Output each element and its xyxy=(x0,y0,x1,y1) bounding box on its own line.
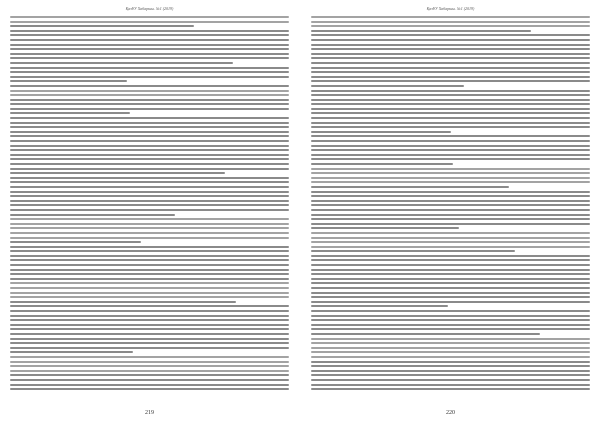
text-line xyxy=(311,117,590,119)
text-line xyxy=(311,135,590,137)
text-line xyxy=(10,379,289,381)
text-line xyxy=(311,237,590,239)
text-line xyxy=(311,333,540,335)
left-running-head: ҚазҰУ Хабаршы. №1 (2019) xyxy=(125,6,174,11)
text-line xyxy=(10,209,289,211)
text-line xyxy=(311,112,590,114)
text-line xyxy=(311,287,590,289)
text-line xyxy=(311,356,590,358)
text-line xyxy=(311,140,590,142)
text-line xyxy=(10,214,175,216)
text-line xyxy=(10,135,289,137)
text-line xyxy=(311,39,590,41)
text-line xyxy=(10,34,289,36)
text-line xyxy=(311,328,590,330)
text-line xyxy=(10,246,289,248)
right-body-text xyxy=(311,16,590,396)
text-line xyxy=(311,108,590,110)
text-line xyxy=(10,158,289,160)
text-line xyxy=(10,21,289,23)
text-line xyxy=(311,103,590,105)
text-line xyxy=(10,57,289,59)
text-line xyxy=(10,90,289,92)
text-line xyxy=(311,259,590,261)
text-line xyxy=(10,310,289,312)
text-line xyxy=(10,48,289,50)
text-line xyxy=(311,365,590,367)
right-running-head: ҚазҰУ Хабаршы. №1 (2019) xyxy=(426,6,475,11)
text-line xyxy=(311,379,590,381)
text-line xyxy=(311,315,590,317)
text-line xyxy=(10,365,289,367)
text-line xyxy=(10,30,289,32)
text-line xyxy=(10,168,289,170)
right-page xyxy=(311,6,590,418)
text-line xyxy=(311,214,590,216)
text-line xyxy=(311,361,590,363)
text-line xyxy=(10,62,233,64)
text-line xyxy=(10,108,289,110)
text-line xyxy=(10,338,289,340)
text-line xyxy=(311,94,590,96)
text-line xyxy=(10,333,289,335)
text-line xyxy=(10,39,289,41)
text-line xyxy=(311,250,515,252)
text-line xyxy=(311,90,590,92)
text-line xyxy=(311,324,590,326)
text-line xyxy=(311,57,590,59)
text-line xyxy=(10,259,289,261)
text-line xyxy=(10,227,289,229)
left-page-number: 219 xyxy=(145,410,154,416)
text-line xyxy=(10,315,289,317)
text-line xyxy=(311,200,590,202)
text-line xyxy=(10,255,289,257)
text-line xyxy=(311,347,590,349)
text-line xyxy=(10,388,289,390)
text-line xyxy=(10,223,289,225)
text-line xyxy=(311,85,464,87)
text-line xyxy=(10,296,289,298)
text-line xyxy=(10,122,289,124)
text-line xyxy=(311,310,590,312)
text-line xyxy=(311,269,590,271)
text-line xyxy=(10,204,289,206)
text-line xyxy=(10,250,289,252)
text-line xyxy=(311,223,590,225)
text-line xyxy=(10,319,289,321)
text-line xyxy=(10,200,289,202)
text-line xyxy=(10,140,289,142)
text-line xyxy=(10,361,289,363)
text-line xyxy=(10,149,289,151)
text-line xyxy=(10,117,289,119)
text-line xyxy=(311,218,590,220)
text-line xyxy=(311,177,590,179)
text-line xyxy=(311,282,590,284)
text-line xyxy=(10,145,289,147)
text-line xyxy=(311,292,590,294)
text-line xyxy=(10,94,289,96)
text-line xyxy=(10,99,289,101)
text-line xyxy=(311,278,590,280)
text-line xyxy=(311,44,590,46)
text-line xyxy=(10,186,289,188)
text-line xyxy=(311,145,590,147)
text-line xyxy=(311,255,590,257)
text-line xyxy=(10,264,289,266)
text-line xyxy=(311,62,590,64)
text-line xyxy=(311,246,590,248)
left-body-text xyxy=(10,16,289,396)
text-line xyxy=(10,347,289,349)
text-line xyxy=(311,264,590,266)
text-line xyxy=(10,154,289,156)
text-line xyxy=(311,80,590,82)
text-line xyxy=(311,370,590,372)
text-line xyxy=(10,287,289,289)
text-line xyxy=(10,25,194,27)
text-line xyxy=(10,71,289,73)
text-line xyxy=(10,103,289,105)
text-line xyxy=(10,273,289,275)
text-line xyxy=(10,356,289,358)
text-line xyxy=(10,374,289,376)
text-line xyxy=(10,53,289,55)
text-line xyxy=(10,131,289,133)
text-line xyxy=(10,324,289,326)
text-line xyxy=(311,301,590,303)
text-line xyxy=(311,131,451,133)
text-line xyxy=(311,204,590,206)
text-line xyxy=(311,273,590,275)
text-line xyxy=(311,232,590,234)
left-page xyxy=(10,6,289,418)
text-line xyxy=(10,85,289,87)
text-line xyxy=(311,186,509,188)
text-line xyxy=(10,278,289,280)
text-line xyxy=(311,21,590,23)
text-line xyxy=(10,112,130,114)
text-line xyxy=(311,388,590,390)
text-line xyxy=(311,76,590,78)
text-line xyxy=(311,168,590,170)
text-line xyxy=(311,338,590,340)
text-line xyxy=(10,241,141,243)
text-line xyxy=(311,319,590,321)
text-line xyxy=(311,374,590,376)
text-line xyxy=(311,99,590,101)
text-line xyxy=(311,241,590,243)
text-line xyxy=(311,227,459,229)
text-line xyxy=(10,76,289,78)
text-line xyxy=(10,181,289,183)
text-line xyxy=(10,67,289,69)
text-line xyxy=(311,209,590,211)
text-line xyxy=(311,163,453,165)
text-line xyxy=(10,301,236,303)
text-line xyxy=(10,191,289,193)
text-line xyxy=(311,296,590,298)
text-line xyxy=(311,195,590,197)
text-line xyxy=(311,191,590,193)
text-line xyxy=(311,25,590,27)
text-line xyxy=(311,16,590,18)
text-line xyxy=(311,342,590,344)
text-line xyxy=(311,71,590,73)
text-line xyxy=(311,384,590,386)
text-line xyxy=(311,48,590,50)
text-line xyxy=(10,126,289,128)
text-line xyxy=(10,305,289,307)
text-line xyxy=(311,122,590,124)
text-line xyxy=(10,172,225,174)
text-line xyxy=(311,305,448,307)
text-line xyxy=(10,16,289,18)
right-page-number: 220 xyxy=(446,410,455,416)
text-line xyxy=(311,149,590,151)
text-line xyxy=(311,126,590,128)
text-line xyxy=(10,232,289,234)
text-line xyxy=(10,80,127,82)
text-line xyxy=(10,328,289,330)
text-line xyxy=(10,237,289,239)
text-line xyxy=(311,158,590,160)
text-line xyxy=(10,351,133,353)
text-line xyxy=(311,172,590,174)
text-line xyxy=(10,384,289,386)
text-line xyxy=(311,181,590,183)
text-line xyxy=(311,34,590,36)
text-line xyxy=(10,163,289,165)
text-line xyxy=(311,154,590,156)
text-line xyxy=(10,342,289,344)
text-line xyxy=(311,351,590,353)
text-line xyxy=(10,218,289,220)
text-line xyxy=(10,370,289,372)
text-line xyxy=(311,53,590,55)
text-line xyxy=(10,195,289,197)
text-line xyxy=(10,269,289,271)
text-line xyxy=(10,292,289,294)
text-line xyxy=(10,177,289,179)
text-line xyxy=(10,44,289,46)
text-line xyxy=(311,67,590,69)
text-line xyxy=(10,282,289,284)
text-line xyxy=(311,30,531,32)
